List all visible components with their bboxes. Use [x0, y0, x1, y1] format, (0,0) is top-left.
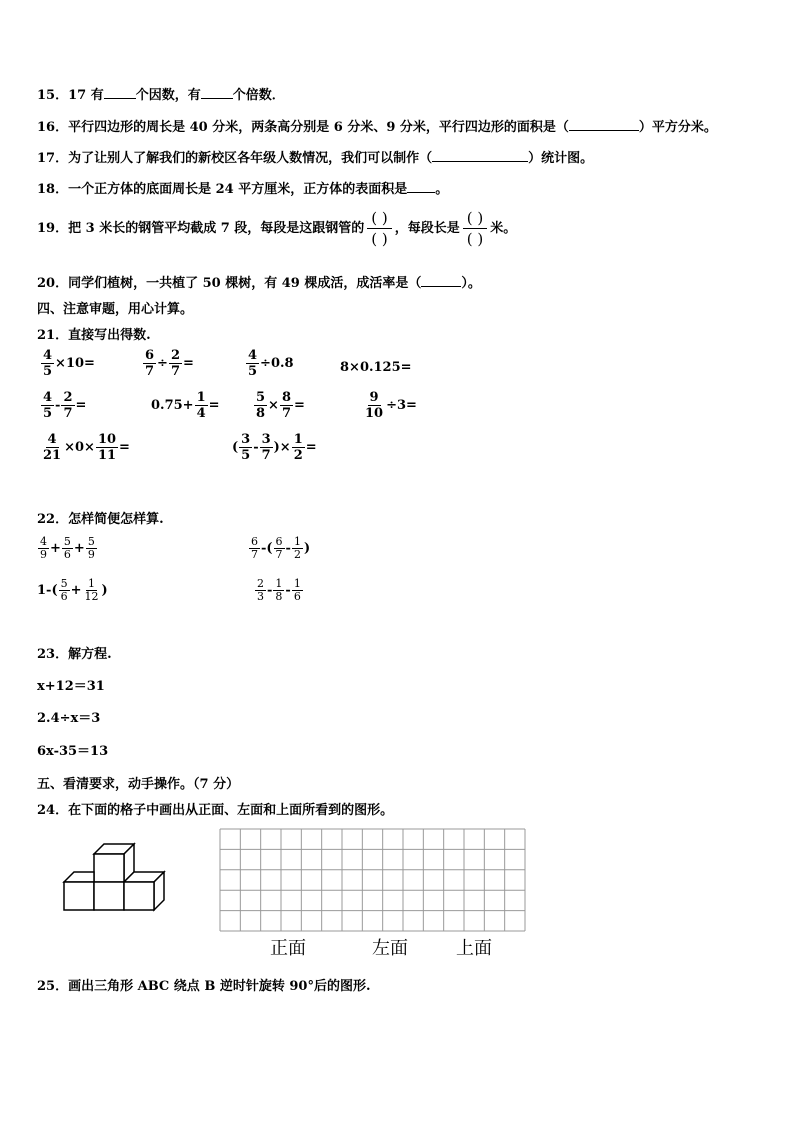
- q21-expr: 8×0.125=: [340, 360, 412, 375]
- fraction: $\frac{3}{5}$: [241, 432, 251, 463]
- fraction: $\frac{4}{21}$: [43, 432, 62, 463]
- equation: 6x-35＝13: [37, 744, 109, 759]
- question-16: [37, 116, 717, 135]
- q15-text-a: 15．17 有: [37, 88, 104, 103]
- fraction-denominator-blank: ( ): [371, 230, 388, 248]
- equation: 2.4÷x＝3: [37, 711, 101, 726]
- fraction: $\frac{1}{2}$: [293, 535, 301, 561]
- fraction-numerator-blank: ( ): [463, 208, 487, 229]
- q15-text-c: 个倍数．: [232, 88, 285, 103]
- fraction: $\frac{1}{4}$: [196, 390, 206, 421]
- view-label-left: 左面: [372, 938, 408, 959]
- q19-text-b: ，每段长是: [394, 221, 460, 236]
- q22-expr: $\frac{6}{7}$ -( $\frac{6}{7}$ - $\frac{1}{2}$ ): [251, 535, 311, 561]
- fraction-denominator-blank: ( ): [466, 230, 484, 248]
- q21-expr: $\frac{4}{5}$ - $\frac{2}{7}$ =: [43, 390, 87, 421]
- cube-figure: [60, 840, 170, 914]
- fraction-blank[interactable]: [367, 208, 391, 249]
- fraction: $\frac{2}{7}$: [170, 348, 180, 379]
- q18-text-b: 。: [435, 182, 449, 197]
- q22-expr: $\frac{2}{3}$ - $\frac{1}{8}$ - $\frac{1}{6}$: [257, 577, 301, 603]
- question-20: [37, 272, 481, 291]
- question-23-title: 23．解方程.: [37, 647, 112, 662]
- q21-expr: $\frac{9}{10}$ ÷3=: [365, 390, 417, 421]
- q21-expr: $\frac{4}{5}$ ÷0.8: [248, 348, 294, 379]
- answer-blank[interactable]: [104, 86, 136, 99]
- section-5-title: 五、看清要求，动手操作。（7 分）: [37, 777, 240, 792]
- q20-text-a: 20．同学们植树，一共植了 50 棵树，有 49 棵成活，成活率是（: [37, 276, 422, 291]
- fraction: $\frac{3}{7}$: [261, 432, 271, 463]
- fraction: $\frac{5}{6}$: [60, 577, 68, 603]
- view-label-top: 上面: [456, 938, 492, 959]
- fraction: $\frac{4}{9}$: [40, 535, 47, 561]
- fraction: $\frac{1}{6}$: [293, 577, 301, 603]
- question-19: [37, 208, 516, 249]
- fraction: $\frac{5}{8}$: [256, 390, 266, 421]
- question-17: [37, 147, 593, 166]
- fraction: $\frac{1}{12}$: [84, 577, 99, 603]
- q16-text-b: ）平方分米。: [638, 120, 717, 135]
- fraction: $\frac{8}{7}$: [281, 390, 291, 421]
- fraction: $\frac{1}{8}$: [275, 577, 283, 603]
- fraction: $\frac{2}{7}$: [63, 390, 73, 421]
- fraction: $\frac{2}{3}$: [257, 577, 264, 603]
- view-label-front: 正面: [270, 938, 306, 959]
- q22-expr: 1-( $\frac{5}{6}$ + $\frac{1}{12}$ ): [37, 577, 108, 603]
- fraction: $\frac{4}{5}$: [43, 348, 53, 379]
- answer-blank[interactable]: [569, 118, 639, 131]
- fraction: $\frac{5}{6}$: [63, 535, 71, 561]
- fraction: $\frac{1}{2}$: [293, 432, 303, 463]
- fraction-blank[interactable]: [463, 208, 487, 249]
- answer-blank[interactable]: [407, 180, 435, 193]
- fraction: $\frac{5}{9}$: [87, 535, 95, 561]
- q21-expr: $\frac{5}{8}$ × $\frac{8}{7}$ =: [256, 390, 305, 421]
- question-18: [37, 178, 448, 197]
- section-4-title: 四、注意审题，用心计算。: [37, 302, 194, 317]
- answer-blank[interactable]: [201, 86, 233, 99]
- q16-text-a: 16．平行四边形的周长是 40 分米，两条高分别是 6 分米、9 分米，平行四边形的面积是（: [37, 120, 569, 135]
- fraction: $\frac{9}{10}$: [365, 390, 384, 421]
- question-25-title: 25．画出三角形 ABC 绕点 B 逆时针旋转 90°后的图形.: [37, 979, 371, 994]
- q19-text-a: 19．把 3 米长的钢管平均截成 7 段，每段是这跟钢管的: [37, 221, 365, 236]
- q15-text-b: 个因数，有: [135, 88, 201, 103]
- answer-blank[interactable]: [432, 149, 528, 162]
- q17-text-b: ）统计图。: [528, 151, 594, 166]
- fraction: $\frac{6}{7}$: [251, 535, 258, 561]
- q21-expr: $\frac{4}{21}$ ×0× $\frac{10}{11}$ =: [43, 432, 130, 463]
- q19-text-c: 米。: [490, 221, 517, 236]
- q17-text-a: 17．为了让别人了解我们的新校区各年级人数情况，我们可以制作（: [37, 151, 433, 166]
- q22-expr: $\frac{4}{9}$ + $\frac{5}{6}$ + $\frac{5}{9}$: [40, 535, 95, 561]
- q20-text-b: ）。: [461, 276, 481, 291]
- q21-expr: $\frac{4}{5}$ ×10=: [43, 348, 95, 379]
- question-21-title: 21．直接写出得数.: [37, 328, 151, 343]
- fraction: $\frac{10}{11}$: [97, 432, 117, 463]
- q18-text-a: 18．一个正方体的底面周长是 24 平方厘米，正方体的表面积是: [37, 182, 408, 197]
- question-24-title: 24．在下面的格子中画出从正面、左面和上面所看到的图形。: [37, 803, 394, 818]
- drawing-grid[interactable]: [219, 828, 526, 932]
- question-22-title: 22．怎样简便怎样算.: [37, 512, 164, 527]
- fraction: $\frac{6}{7}$: [275, 535, 283, 561]
- fraction: $\frac{6}{7}$: [145, 348, 155, 379]
- fraction-numerator-blank: ( ): [367, 208, 391, 229]
- q21-expr: 0.75+ $\frac{1}{4}$ =: [151, 390, 220, 421]
- equation: x+12＝31: [37, 679, 105, 694]
- q21-expr: $\frac{6}{7}$ ÷ $\frac{2}{7}$ =: [145, 348, 194, 379]
- fraction: $\frac{4}{5}$: [43, 390, 53, 421]
- question-15: [37, 84, 285, 103]
- q21-expr: ( $\frac{3}{5}$ - $\frac{3}{7}$ )× $\frac{1}{2}$ =: [232, 432, 317, 463]
- answer-blank[interactable]: [421, 274, 461, 287]
- fraction: $\frac{4}{5}$: [248, 348, 258, 379]
